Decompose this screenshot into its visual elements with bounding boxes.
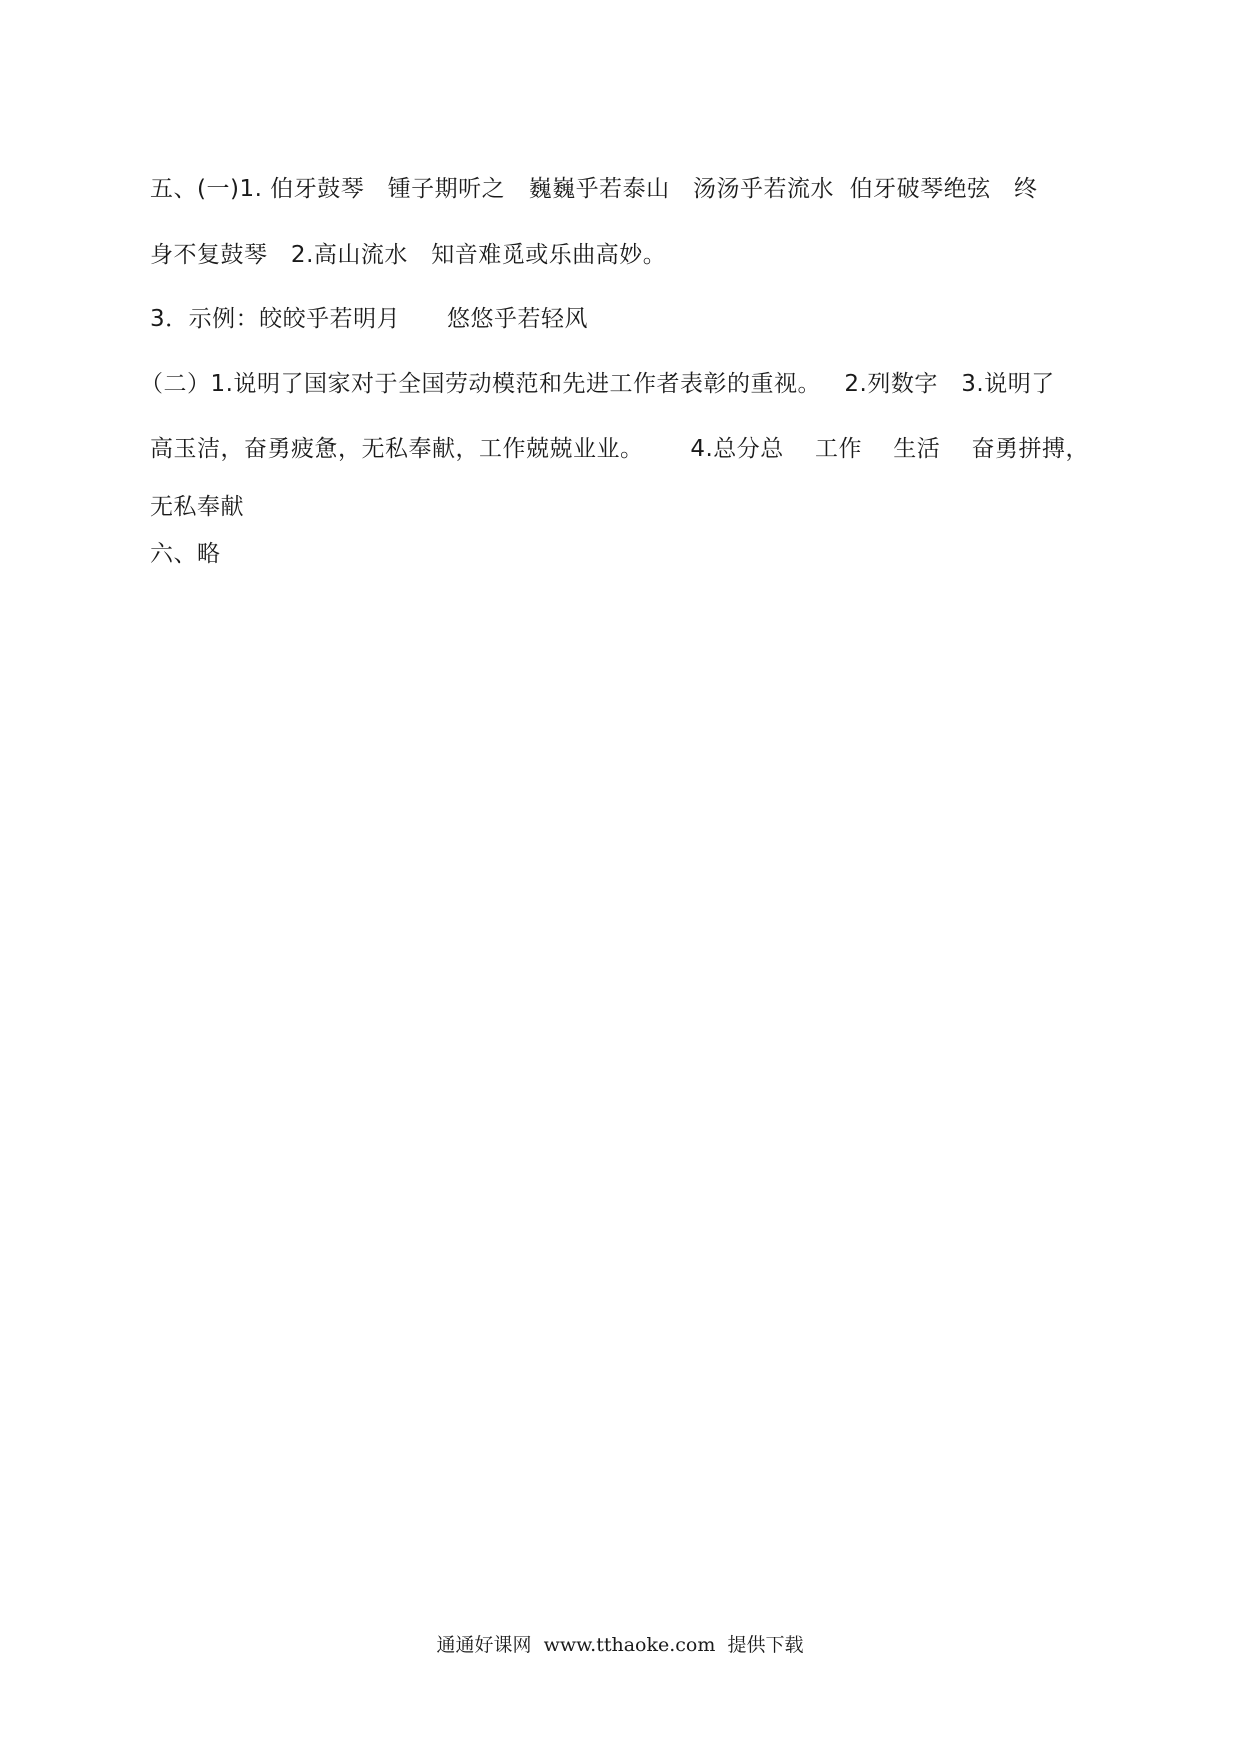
answer-line-7: 六、略 [150,541,221,567]
answer-line-2: 身不复鼓琴 2.高山流水 知音难觅或乐曲高妙。 [150,242,667,268]
page-footer: 通通好课网 www.tthaoke.com 提供下载 [436,1634,804,1656]
answer-line-3: 3．示例：皎皎乎若明月 悠悠乎若轻风 [150,306,588,332]
answer-line-6: 无私奉献 [150,494,244,520]
answer-line-5: 高玉洁，奋勇疲惫，无私奉献，工作兢兢业业。 4.总分总 工作 生活 奋勇拼搏， [150,436,1090,462]
answer-line-4: （二）1.说明了国家对于全国劳动模范和先进工作者表彰的重视。 2.列数字 3.说明了 [140,371,1055,397]
answer-line-1: 五、(一)1. 伯牙鼓琴 锺子期听之 巍巍乎若泰山 汤汤乎若流水 伯牙破琴绝弦 终 [150,176,1038,202]
